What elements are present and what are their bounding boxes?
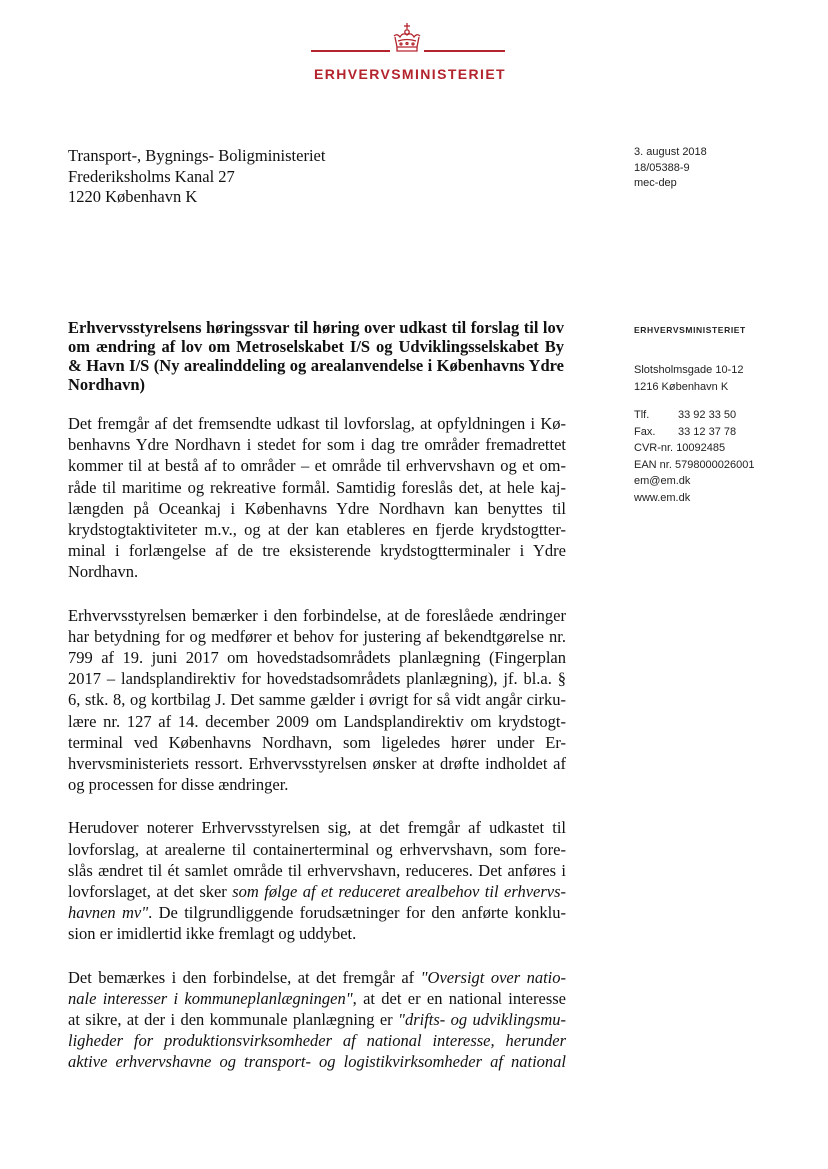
letter-body — [68, 413, 566, 1095]
contact-email[interactable]: em@em.dk — [634, 475, 691, 487]
body-text: . De tilgrundliggende forudsætninger for den anførte konklu- — [148, 903, 566, 923]
body-line: 6, stk. 8, og kortbilag J. Det samme gælder i øvrigt for så vidt angår cirku- — [68, 690, 566, 710]
body-line: 2017 – landsplandirektiv for hovedstadsområdets planlægning), jf. bl.a. § — [68, 669, 566, 689]
ministry-name: ERHVERVSMINISTERIET — [313, 66, 507, 82]
contact-value: 10092485 — [676, 442, 726, 454]
letter-initials: mec-dep — [634, 177, 677, 189]
body-line: lovforslag, at arealerne til containerterminal og erhvervshavn, som fore- — [68, 839, 566, 859]
body-line-italic: ligheder for produktionsvirksomheder af national interesse, herunder — [68, 1031, 566, 1051]
body-line-mixed — [68, 902, 566, 923]
body-text: at sikre, at der i den kommunale planlægning er — [68, 1010, 399, 1030]
header-rule-right — [424, 50, 505, 52]
body-line: kommer til at bestå af to områder – et område til erhvervshavn og et om- — [68, 456, 566, 476]
ministry-address — [634, 362, 824, 395]
italic-quote: "drifts- og udviklingsmu- — [398, 1010, 566, 1030]
body-line: råde til maritime og rekreative formål. Samtidig foreslås det, at hele kaj- — [68, 477, 566, 497]
body-line: slås ændret til ét samlet område til erhvervshavn, reduceres. Det anføres i — [68, 860, 566, 880]
body-line: benhavns Ydre Nordhavn i stedet for som i dag tre områder fremadrettet — [68, 435, 566, 455]
italic-quote: "Oversigt over natio- — [420, 967, 567, 987]
contact-website[interactable]: www.em.dk — [634, 491, 691, 504]
italic-quote: som følge af et reduceret arealbehov til erhvervs- — [232, 882, 566, 902]
body-line: og processen for disse ændringer. — [68, 775, 289, 795]
body-line: minal i forlængelse af de tre eksisterende krydstogtterminaler i Ydre — [68, 541, 566, 561]
body-line-mixed — [68, 881, 566, 902]
body-paragraph — [68, 817, 566, 944]
body-line: krydstogtaktiviteter m.v., og at der kan etableres en fjerde krydstogtter- — [68, 520, 566, 540]
letter-reference: 18/05388-9 — [634, 161, 690, 174]
body-line: sion er imidlertid ikke fremlagt og uddybet. — [68, 924, 357, 944]
address-line: 1216 København K — [634, 380, 729, 393]
contact-label: Tlf. — [634, 409, 650, 421]
body-line: har betydning for og medfører et behov for justering af bekendtgørelse nr. — [68, 626, 566, 646]
body-text: lovforslaget, at det sker — [68, 882, 233, 902]
sidebar-contact-block — [634, 325, 824, 506]
body-text: , at det er en national interesse — [352, 988, 566, 1008]
body-text: Det bemærkes i den forbindelse, at det fremgår af — [68, 967, 421, 987]
contact-value: 33 92 33 50 — [678, 409, 737, 421]
italic-quote: nale interesser i kommuneplanlægningen" — [68, 988, 353, 1008]
body-line-mixed — [68, 1009, 566, 1030]
recipient-line: Transport-, Bygnings- Boligministeriet — [68, 146, 326, 165]
body-line: længden på Oceankaj i Københavns Ydre Nordhavn kan benyttes til — [68, 498, 566, 518]
contact-fax — [634, 424, 824, 441]
body-line: terminal ved Københavns Nordhavn, som ligeledes hører under Er- — [68, 732, 566, 752]
body-line: 799 af 19. juni 2017 om hovedstadsområdets planlægning (Fingerplan — [68, 648, 566, 668]
header-rule-left — [311, 50, 390, 52]
body-line: hvervsministeriets ressort. Erhvervsstyrelsen ønsker at drøfte indholdet af — [68, 754, 566, 774]
body-paragraph — [68, 967, 566, 1073]
contact-label: CVR-nr. — [634, 442, 674, 454]
recipient-line: 1220 København K — [68, 187, 198, 206]
contact-phone — [634, 407, 824, 424]
contact-cvr — [634, 440, 824, 457]
letter-meta — [634, 145, 707, 192]
body-line-italic: aktive erhvervshavne og transport- og logistikvirksomheder af national — [68, 1052, 566, 1072]
body-line: Nordhavn. — [68, 562, 139, 582]
contact-label: Fax. — [634, 425, 656, 438]
recipient-address — [68, 146, 325, 208]
letter-subject: Erhvervsstyrelsens høringssvar til høring over udkast til forslag til lov om ændring af lov om Metroselskabet I/S og Udviklingsselskabet By & Havn I/S (Ny arealinddeling og arealanvendelse i Københavns Ydre Nordhavn) — [68, 318, 564, 394]
body-paragraph — [68, 413, 566, 583]
body-line: Erhvervsstyrelsen bemærker i den forbindelse, at de foreslåede ændringer — [68, 605, 566, 625]
contact-value: 33 12 37 78 — [678, 425, 737, 438]
contact-list — [634, 407, 824, 506]
body-line: Herudover noterer Erhvervsstyrelsen sig, at det fremgår af udkastet til — [68, 818, 566, 838]
address-line: Slotsholmsgade 10-12 — [634, 364, 744, 376]
body-line: Det fremgår af det fremsendte udkast til lovforslag, at opfyldningen i Kø- — [68, 414, 566, 433]
crown-icon — [388, 22, 426, 56]
body-line: lære nr. 127 af 14. december 2009 om Landsplandirektiv om krydstogt- — [68, 711, 566, 731]
body-line-mixed — [68, 967, 566, 988]
contact-label: EAN nr. — [634, 458, 672, 471]
italic-quote: havnen mv" — [68, 903, 149, 923]
body-line-mixed — [68, 988, 566, 1009]
recipient-line: Frederiksholms Kanal 27 — [68, 166, 235, 186]
contact-value: 5798000026001 — [674, 458, 755, 471]
contact-ean — [634, 457, 824, 474]
body-paragraph — [68, 605, 566, 796]
sidebar-title: ERHVERVSMINISTERIET — [634, 325, 746, 335]
letter-date: 3. august 2018 — [634, 146, 707, 158]
